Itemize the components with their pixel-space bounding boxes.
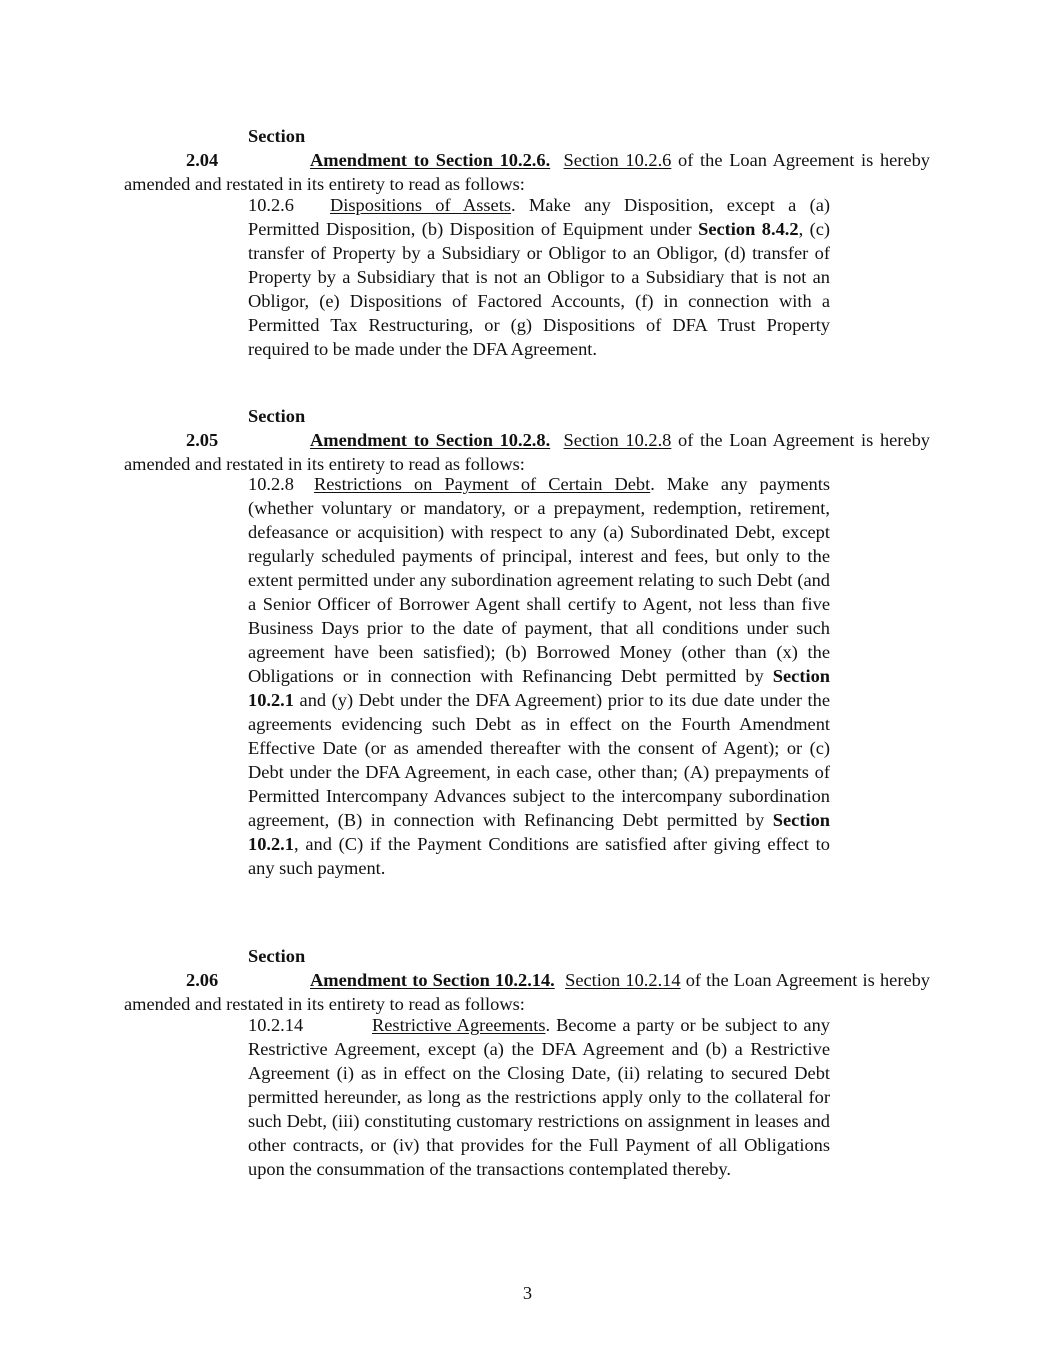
clause-body: , and (C) if the Payment Conditions are satisfied after giving effect to any such payment. xyxy=(248,834,830,878)
section-label: Section 2.04 xyxy=(186,126,306,170)
section-reference: Section 10.2.8 xyxy=(563,430,672,450)
clause-heading: Restrictions on Payment of Certain Debt xyxy=(314,474,651,494)
section-2-06-intro xyxy=(124,944,930,1016)
section-title: Amendment to Section 10.2.6. xyxy=(310,150,551,170)
section-title: Amendment to Section 10.2.8. xyxy=(310,430,551,450)
clause-number: 10.2.6 xyxy=(248,195,294,215)
page-number: 3 xyxy=(522,1283,533,1303)
section-title: Amendment to Section 10.2.14. xyxy=(310,970,555,990)
section-10-2-6-text xyxy=(248,193,830,361)
section-reference: Section 10.2.14 xyxy=(565,970,681,990)
section-intro-text: of the Loan Agreement is hereby amended and restated in its entirety to read as follows: xyxy=(124,150,930,194)
section-label: Section 2.06 xyxy=(186,946,306,990)
section-2-05-intro xyxy=(124,404,930,476)
clause-body: and (y) Debt under the DFA Agreement) prior to its due date under the agreements evidencing such Debt as in effect on the Fourth Amendment Effective Date (or as amended thereafter with the consent of Agent); or (c) Debt under the DFA Agreement, in each case, other than; (A) prepayments of Permitted Intercompany Advances subject to the intercompany subordination agreement, (B) in connection with Refinancing Debt permitted by xyxy=(248,690,830,830)
clause-body: . Make any Disposition, except a (a) Permitted Disposition, (b) Disposition of Equipment under xyxy=(248,195,830,239)
clause-bold-reference: Section 10.2.1 xyxy=(248,666,830,710)
section-intro-text: of the Loan Agreement is hereby amended and restated in its entirety to read as follows: xyxy=(124,970,930,1014)
section-2-04-intro xyxy=(124,124,930,196)
section-reference: Section 10.2.6 xyxy=(563,150,672,170)
section-label: Section 2.05 xyxy=(186,406,306,450)
clause-bold-reference: Section 10.2.1 xyxy=(248,810,830,854)
section-10-2-14-text xyxy=(248,1013,830,1181)
clause-bold-reference: Section 8.4.2 xyxy=(698,219,799,239)
clause-body: , (c) transfer of Property by a Subsidiary or Obligor to an Obligor, (d) transfer of Property by a Subsidiary that is not an Obligor to a Subsidiary that is not an Obligor, (e) Dispositions of Factored Accounts, (f) in connection with a Permitted Tax Restructuring, or (g) Dispositions of DFA Trust Property required to be made under the DFA Agreement. xyxy=(248,219,831,359)
clause-heading: Dispositions of Assets xyxy=(330,195,511,215)
section-10-2-8-text xyxy=(248,472,830,880)
section-intro-text: of the Loan Agreement is hereby amended and restated in its entirety to read as follows: xyxy=(124,430,930,474)
clause-number: 10.2.14 xyxy=(248,1015,304,1035)
clause-body: . Become a party or be subject to any Restrictive Agreement, except (a) the DFA Agreement and (b) a Restrictive Agreement (i) as in effect on the Closing Date, (ii) relating to secured Debt permitted hereunder, as long as the restrictions apply only to the collateral for such Debt, (iii) constituting customary restrictions on assignment in leases and other contracts, or (iv) that provides for the Full Payment of all Obligations upon the consummation of the transactions contemplated thereby. xyxy=(248,1015,830,1179)
clause-number: 10.2.8 xyxy=(248,474,294,494)
clause-body: . Make any payments (whether voluntary or mandatory, or a prepayment, redemption, retirement, defeasance or acquisition) with respect to any (a) Subordinated Debt, except regularly scheduled payments of principal, interest and fees, but only to the extent permitted under any subordination agreement relating to such Debt (and a Senior Officer of Borrower Agent shall certify to Agent, not less than five Business Days prior to the date of payment, that all conditions under such agreement have been satisfied); (b) Borrowed Money (other than (x) the Obligations or in connection with Refinancing Debt permitted by xyxy=(248,474,830,686)
clause-heading: Restrictive Agreements xyxy=(372,1015,546,1035)
